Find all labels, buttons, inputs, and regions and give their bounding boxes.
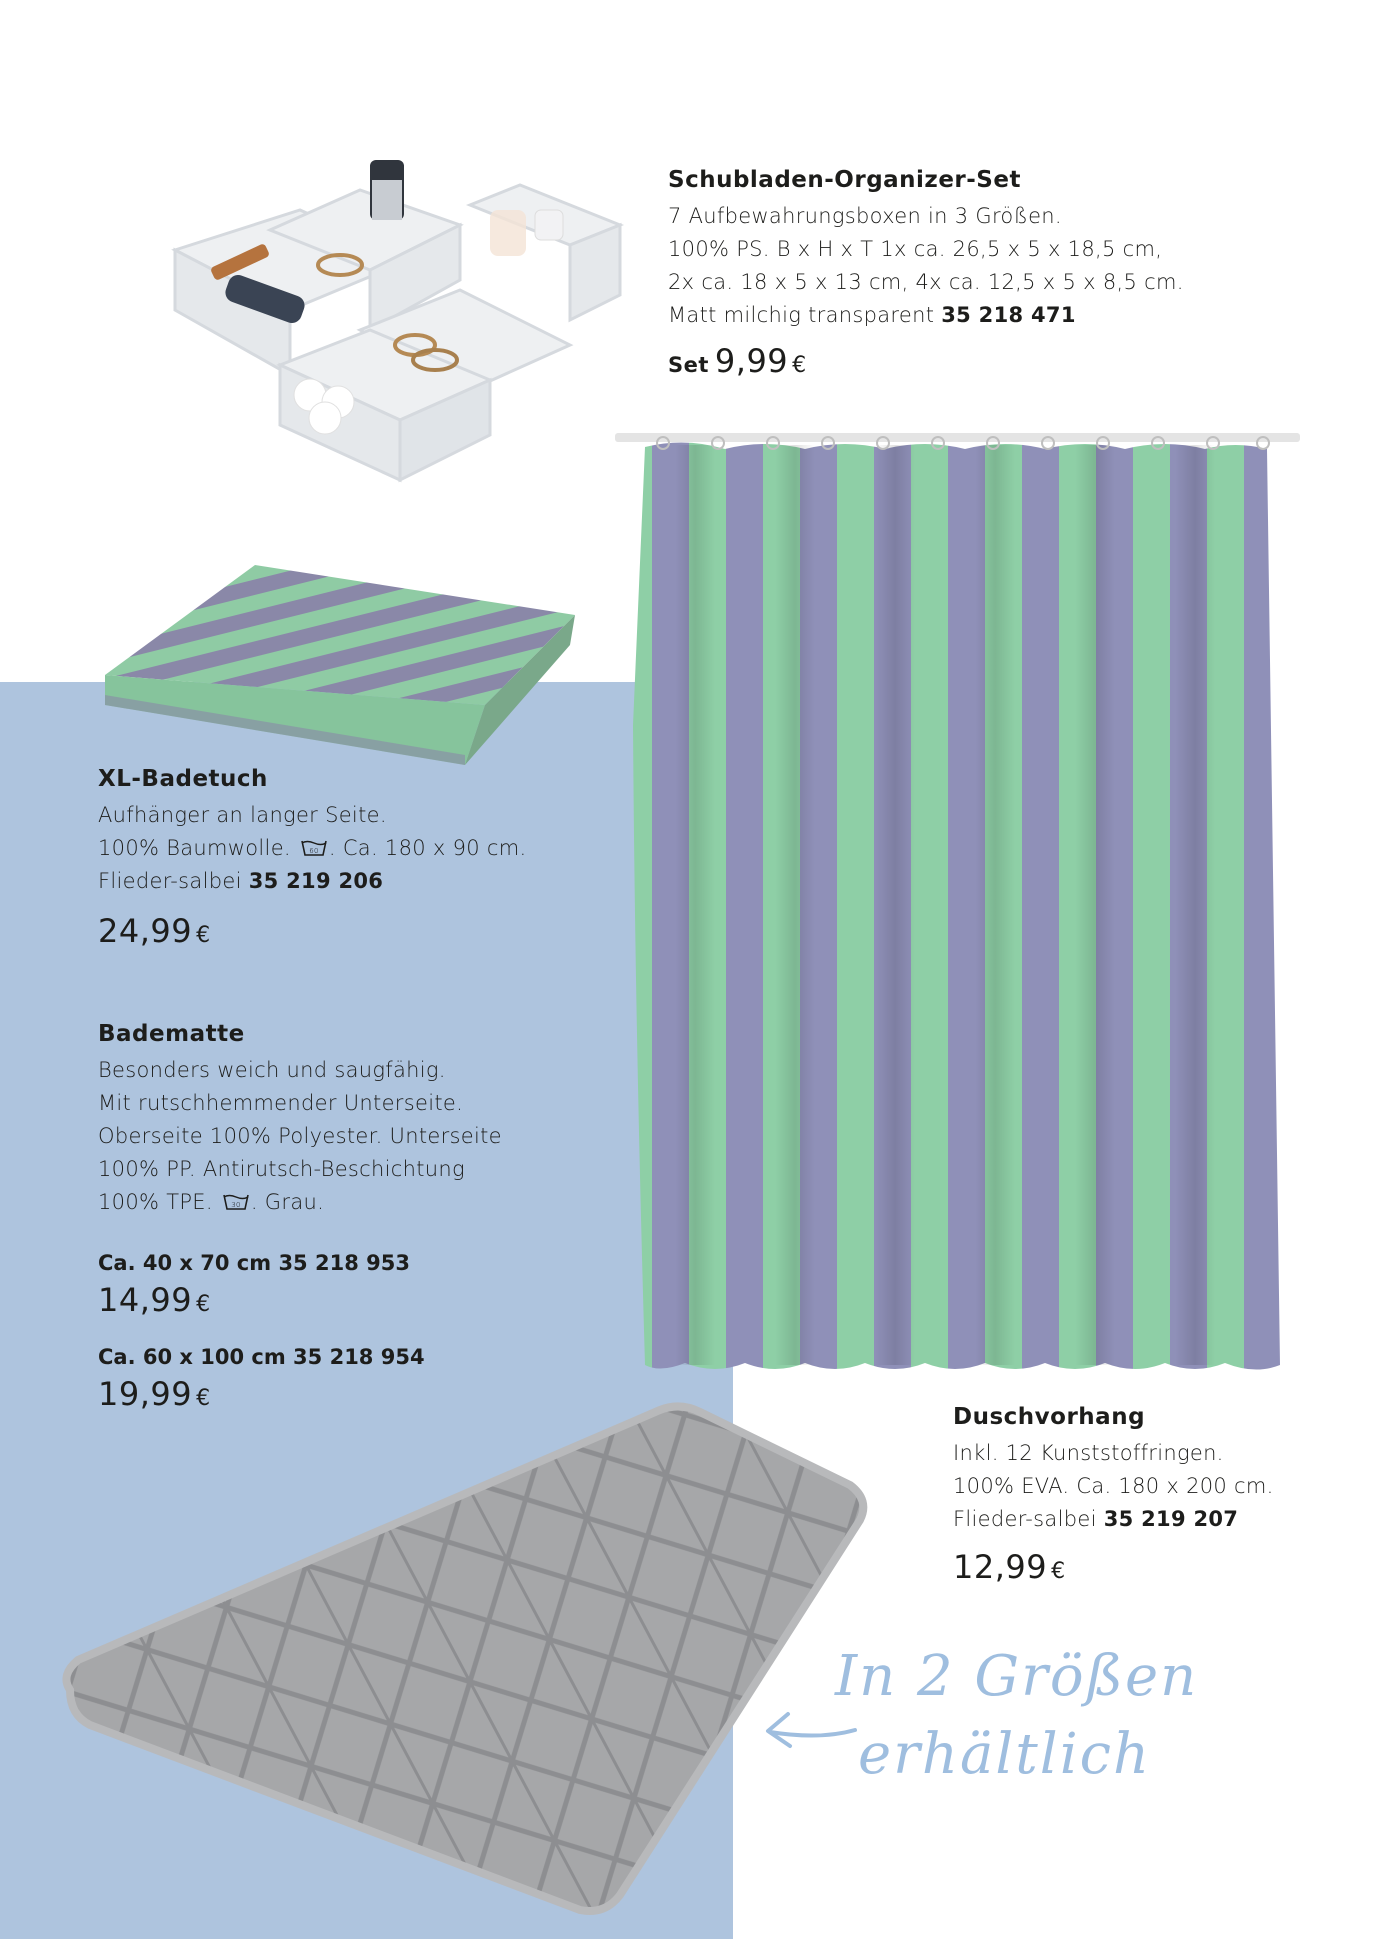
duschvorhang-desc-2: 100% EVA. Ca. 180 x 200 cm. (953, 1474, 1274, 1498)
organizer-article: 35 218 471 (941, 303, 1076, 327)
badetuch-size: . Ca. 180 x 90 cm. (328, 836, 527, 860)
organizer-color-line (668, 299, 1318, 332)
badematte-price-2: 19,99 (98, 1375, 193, 1413)
badematte-size-2: Ca. 60 x 100 cm 35 218 954 (98, 1345, 425, 1369)
badetuch-price: 24,99 (98, 912, 193, 950)
bath-towel-image (105, 555, 585, 775)
duschvorhang-desc-1: Inkl. 12 Kunststoffringen. (953, 1441, 1224, 1465)
badematte-desc-2: Mit rutschhemmender Unterseite. (98, 1091, 464, 1115)
badetuch-title: XL-Badetuch (98, 766, 268, 792)
badematte-color: . Grau. (250, 1190, 325, 1214)
badetuch-article: 35 219 206 (248, 869, 384, 893)
badematte-price-1: 14,99 (98, 1281, 193, 1319)
badematte-title: Badematte (98, 1021, 245, 1047)
badematte-currency-1: € (196, 1292, 211, 1317)
wash-60-icon (301, 839, 327, 857)
organizer-currency: € (792, 353, 807, 378)
organizer-desc-3: 2x ca. 18 x 5 x 13 cm, 4x ca. 12,5 x 5 x 8,5 cm. (668, 270, 1184, 294)
duschvorhang-title: Duschvorhang (953, 1404, 1146, 1430)
duschvorhang-currency: € (1051, 1559, 1066, 1584)
wash-temp-30: 30 (231, 1201, 241, 1209)
badetuch-desc-2 (98, 832, 698, 865)
badetuch-info (98, 763, 698, 950)
badetuch-color: Flieder-salbei (98, 869, 242, 893)
organizer-title: Schubladen-Organizer-Set (668, 167, 1021, 193)
handwriting-note-line2: erhältlich (858, 1722, 1152, 1787)
organizer-desc-1: 7 Aufbewahrungsboxen in 3 Größen. (668, 204, 1062, 228)
badetuch-price-line (98, 912, 698, 950)
badematte-desc-3: Oberseite 100% Polyester. Unterseite (98, 1124, 502, 1148)
shower-curtain-image (615, 425, 1335, 1390)
wash-temp-60: 60 (309, 847, 319, 855)
organizer-info (668, 164, 1318, 380)
organizer-set-image (160, 150, 640, 490)
bath-mat-image (60, 1390, 880, 1930)
badematte-currency-2: € (196, 1386, 211, 1411)
badematte-desc-4: 100% PP. Antirutsch-Beschichtung (98, 1157, 465, 1181)
badetuch-desc-1: Aufhänger an langer Seite. (98, 803, 387, 827)
badetuch-material: 100% Baumwolle. (98, 836, 291, 860)
badetuch-currency: € (196, 923, 211, 948)
arrow-left-icon (760, 1700, 860, 1760)
duschvorhang-price-line (953, 1548, 1353, 1586)
badematte-info (98, 1018, 718, 1413)
organizer-price-line (668, 342, 1318, 380)
organizer-desc-2: 100% PS. B x H x T 1x ca. 26,5 x 5 x 18,5 cm, (668, 237, 1163, 261)
organizer-color: Matt milchig transparent (668, 303, 935, 327)
badematte-material: 100% TPE. (98, 1190, 213, 1214)
duschvorhang-color-line (953, 1503, 1353, 1536)
badematte-desc-1: Besonders weich und saugfähig. (98, 1058, 446, 1082)
badematte-size-1: Ca. 40 x 70 cm 35 218 953 (98, 1251, 410, 1275)
wash-30-icon (223, 1193, 249, 1211)
badematte-price-line-1 (98, 1281, 718, 1319)
organizer-price: 9,99 (714, 342, 789, 380)
handwriting-note-line1: In 2 Größen (835, 1644, 1199, 1709)
duschvorhang-color: Flieder-salbei (953, 1507, 1097, 1531)
badematte-desc-5 (98, 1186, 718, 1219)
duschvorhang-article: 35 219 207 (1103, 1507, 1239, 1531)
organizer-set-label: Set (668, 353, 709, 377)
badetuch-color-line (98, 865, 698, 898)
duschvorhang-info (953, 1401, 1353, 1586)
duschvorhang-price: 12,99 (953, 1548, 1048, 1586)
